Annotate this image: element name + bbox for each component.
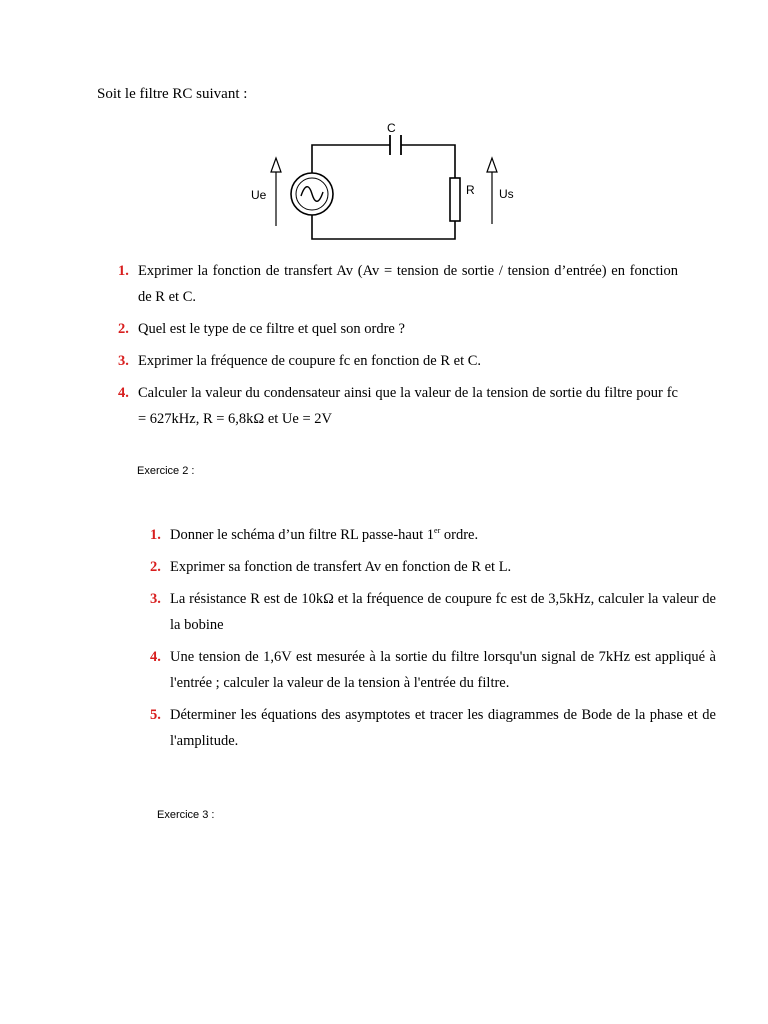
question-number: 1. [150,527,161,543]
question-number: 3. [150,591,161,607]
us-label: Us [499,187,514,201]
question-number: 4. [118,385,129,401]
question-text: Exprimer la fonction de transfert Av (Av = tension de sortie / tension d’entrée) en fonction de R et C. [138,263,678,305]
rc-circuit-diagram [245,118,535,246]
question-2 [150,554,716,580]
question-text-start: Donner le schéma d’un filtre RL passe-haut 1 [170,527,435,543]
us-arrow-icon [487,158,497,224]
question-text: Calculer la valeur du condensateur ainsi que la valeur de la tension de sortie du filtre pour fc = 627kHz, R = 6,8kΩ et Ue = 2V [138,385,678,427]
ue-arrow-icon [271,158,281,226]
question-number: 2. [150,559,161,575]
question-text: La résistance R est de 10kΩ et la fréquence de coupure fc est de 3,5kHz, calculer la valeur de la bobine [170,591,716,633]
question-text-end: ordre. [440,527,479,543]
question-number: 5. [150,707,161,723]
resistor-label: R [466,183,475,197]
question-3 [118,348,678,374]
question-text: Une tension de 1,6V est mesurée à la sortie du filtre lorsqu'un signal de 7kHz est appliqué à l'entrée ; calculer la valeur de la tension à l'entrée du filtre. [170,649,716,691]
question-1 [118,258,678,310]
ordinal-superscript: er [434,526,441,536]
question-4 [118,380,678,432]
intro-text: Soit le filtre RC suivant : [97,86,248,102]
question-text [170,527,478,543]
exercise3-title: Exercice 3 : [157,809,215,821]
question-3 [150,586,716,638]
exercise2-title: Exercice 2 : [137,465,195,477]
question-number: 2. [118,321,129,337]
question-number: 1. [118,263,129,279]
question-text: Quel est le type de ce filtre et quel son ordre ? [138,321,405,337]
question-5 [150,702,716,754]
ue-label: Ue [251,188,267,202]
resistor-icon [450,178,460,221]
question-4 [150,644,716,696]
exercise2-question-list [150,522,716,760]
question-number: 3. [118,353,129,369]
question-1 [150,522,716,548]
capacitor-label: C [387,121,396,135]
capacitor-icon [390,135,401,155]
question-text: Exprimer la fréquence de coupure fc en fonction de R et C. [138,353,482,369]
question-text: Exprimer sa fonction de transfert Av en fonction de R et L. [170,559,512,575]
ac-source-icon [291,173,333,215]
question-2 [118,316,678,342]
question-text: Déterminer les équations des asymptotes et tracer les diagrammes de Bode de la phase et de l'amplitude. [170,707,716,749]
exercise1-question-list [118,258,678,438]
question-number: 4. [150,649,161,665]
